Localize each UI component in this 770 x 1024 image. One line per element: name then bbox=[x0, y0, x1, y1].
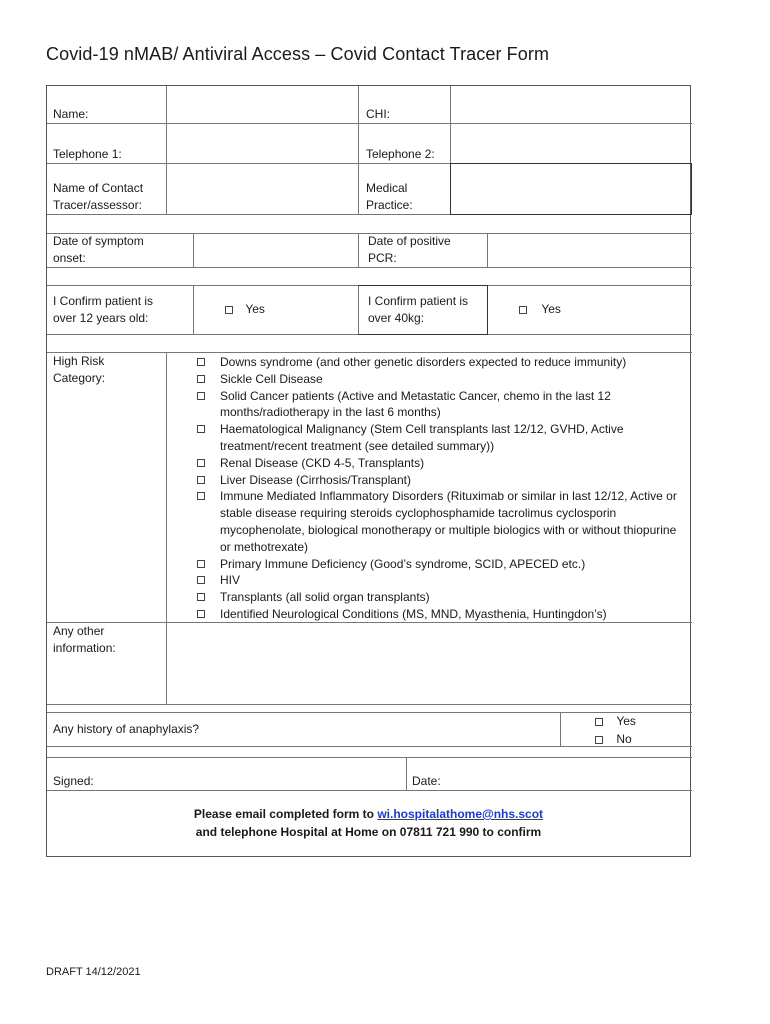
telephone2-input[interactable] bbox=[451, 124, 691, 163]
risk-item-label: Transplants (all solid organ transplants) bbox=[220, 590, 430, 605]
checkbox-icon[interactable] bbox=[197, 375, 205, 383]
page-title: Covid-19 nMAB/ Antiviral Access – Covid Contact Tracer Form bbox=[46, 44, 550, 64]
box-border bbox=[450, 163, 451, 214]
risk-item-label: Renal Disease (CKD 4-5, Transplants) bbox=[220, 455, 425, 470]
confirm-age-option-label: Yes bbox=[245, 302, 265, 316]
risk-item-label: Immune Mediated Inflammatory Disorders (Rituximab or similar in last 12/12, Active or stable disease requiring steroids cyclophosphamide tacrolimus cyclosporin mycophenolate, biological monotherapy or multiple biologics with or without thiopurine or methotrexate) bbox=[220, 489, 677, 554]
box-border bbox=[358, 285, 488, 286]
checkbox-icon[interactable] bbox=[595, 718, 603, 726]
other-info-label-line: information: bbox=[53, 641, 116, 655]
medical-practice-label-line: Medical bbox=[366, 181, 408, 195]
col-divider bbox=[193, 285, 194, 334]
checkbox-icon[interactable] bbox=[595, 736, 603, 744]
risk-item[interactable] bbox=[195, 371, 685, 388]
box-border bbox=[358, 334, 488, 335]
checkbox-icon[interactable] bbox=[197, 459, 205, 467]
medical-practice-input[interactable] bbox=[452, 165, 690, 213]
high-risk-label-line: Category: bbox=[53, 371, 106, 385]
risk-item-label: Downs syndrome (and other genetic disorders expected to reduce immunity) bbox=[220, 355, 627, 369]
risk-item-label: Identified Neurological Conditions (MS, MND, Myasthenia, Huntingdon’s) bbox=[220, 606, 607, 621]
col-divider bbox=[358, 285, 359, 334]
positive-pcr-input[interactable] bbox=[488, 234, 691, 267]
risk-item-label: Sickle Cell Disease bbox=[220, 371, 323, 386]
risk-item[interactable] bbox=[195, 589, 685, 606]
risk-item[interactable] bbox=[195, 472, 685, 489]
anaphylaxis-yes-label: Yes bbox=[616, 714, 636, 728]
risk-item[interactable] bbox=[195, 421, 685, 455]
telephone2-label: Telephone 2: bbox=[366, 147, 435, 161]
draft-date: DRAFT 14/12/2021 bbox=[46, 966, 141, 978]
checkbox-icon[interactable] bbox=[197, 358, 205, 366]
box-border bbox=[487, 285, 488, 334]
telephone1-input[interactable] bbox=[167, 124, 357, 163]
col-divider bbox=[358, 233, 359, 267]
positive-pcr-label bbox=[368, 233, 451, 267]
contact-tracer-label bbox=[53, 180, 143, 214]
risk-item[interactable] bbox=[195, 488, 685, 555]
risk-item-label: HIV bbox=[220, 573, 241, 588]
checkbox-icon[interactable] bbox=[197, 492, 205, 500]
medical-practice-label-line: Practice: bbox=[366, 198, 413, 212]
checkbox-icon[interactable] bbox=[197, 425, 205, 433]
confirm-weight-label-line: I Confirm patient is bbox=[368, 294, 469, 308]
confirm-age-label bbox=[53, 293, 153, 327]
box-border bbox=[450, 214, 692, 215]
risk-item-label: Primary Immune Deficiency (Good’s syndrome, SCID, APECED etc.) bbox=[220, 556, 586, 571]
confirm-weight-option[interactable] bbox=[519, 301, 561, 318]
confirm-age-option[interactable] bbox=[225, 301, 265, 318]
col-divider bbox=[358, 86, 359, 214]
confirm-age-label-line: over 12 years old: bbox=[53, 311, 149, 325]
high-risk-label bbox=[53, 353, 105, 387]
name-input[interactable] bbox=[167, 87, 357, 123]
positive-pcr-label-line: Date of positive bbox=[368, 234, 451, 248]
anaphylaxis-no-option[interactable] bbox=[595, 731, 632, 748]
symptom-onset-input[interactable] bbox=[194, 234, 357, 267]
contact-tracer-input[interactable] bbox=[167, 164, 357, 214]
box-border bbox=[450, 163, 692, 164]
checkbox-icon[interactable] bbox=[197, 576, 205, 584]
risk-item-label: Solid Cancer patients (Active and Metastatic Cancer, chemo in the last 12 months/radiotherapy in the last 6 months) bbox=[220, 388, 611, 420]
email-instruction bbox=[47, 805, 690, 823]
checkbox-icon[interactable] bbox=[519, 306, 527, 314]
anaphylaxis-no-label: No bbox=[616, 732, 632, 746]
risk-item[interactable] bbox=[195, 556, 685, 573]
risk-item[interactable] bbox=[195, 606, 685, 623]
col-divider bbox=[560, 712, 561, 746]
chi-label: CHI: bbox=[366, 107, 390, 121]
risk-item[interactable] bbox=[195, 455, 685, 472]
checkbox-icon[interactable] bbox=[197, 610, 205, 618]
medical-practice-label bbox=[366, 180, 413, 214]
checkbox-icon[interactable] bbox=[225, 306, 233, 314]
signature-input[interactable] bbox=[107, 758, 405, 790]
other-info-label-line: Any other bbox=[53, 624, 105, 638]
email-link[interactable]: wi.hospitalathome@nhs.scot bbox=[377, 807, 544, 821]
other-info-label bbox=[53, 623, 116, 657]
col-divider bbox=[406, 757, 407, 790]
risk-item[interactable] bbox=[195, 354, 685, 371]
name-label: Name: bbox=[53, 107, 89, 121]
contact-tracer-label-line: Tracer/assessor: bbox=[53, 198, 142, 212]
symptom-onset-label bbox=[53, 233, 144, 267]
signed-label: Signed: bbox=[53, 774, 94, 788]
checkbox-icon[interactable] bbox=[197, 392, 205, 400]
box-border bbox=[691, 163, 692, 214]
symptom-onset-label-line: Date of symptom bbox=[53, 234, 144, 248]
checkbox-icon[interactable] bbox=[197, 560, 205, 568]
checkbox-icon[interactable] bbox=[197, 476, 205, 484]
other-info-input[interactable] bbox=[167, 623, 691, 704]
row-divider bbox=[47, 704, 692, 705]
row-divider bbox=[47, 267, 692, 268]
contact-tracer-label-line: Name of Contact bbox=[53, 181, 144, 195]
date-label: Date: bbox=[412, 774, 441, 788]
chi-input[interactable] bbox=[451, 87, 691, 123]
telephone1-label: Telephone 1: bbox=[53, 147, 122, 161]
confirm-weight-label bbox=[368, 293, 468, 327]
row-divider bbox=[47, 790, 692, 791]
date-input[interactable] bbox=[447, 758, 691, 790]
checkbox-icon[interactable] bbox=[197, 593, 205, 601]
anaphylaxis-label: Any history of anaphylaxis? bbox=[53, 722, 200, 736]
symptom-onset-label-line: onset: bbox=[53, 251, 86, 265]
high-risk-list bbox=[195, 354, 685, 623]
confirm-weight-option-label: Yes bbox=[541, 302, 561, 316]
high-risk-label-line: High Risk bbox=[53, 354, 105, 368]
risk-item[interactable] bbox=[195, 388, 685, 422]
email-instruction-text: Please email completed form to bbox=[193, 807, 378, 821]
phone-instruction: and telephone Hospital at Home on 07811 721 990 to confirm bbox=[195, 825, 542, 839]
confirm-weight-label-line: over 40kg: bbox=[368, 311, 425, 325]
contact-tracer-form bbox=[46, 85, 691, 857]
risk-item[interactable] bbox=[195, 572, 685, 589]
risk-item-label: Liver Disease (Cirrhosis/Transplant) bbox=[220, 472, 411, 487]
anaphylaxis-yes-option[interactable] bbox=[595, 713, 636, 730]
confirm-age-label-line: I Confirm patient is bbox=[53, 294, 154, 308]
risk-item-label: Haematological Malignancy (Stem Cell transplants last 12/12, GVHD, Active treatment/recent treatment (see detailed summary)) bbox=[220, 422, 624, 453]
positive-pcr-label-line: PCR: bbox=[368, 251, 397, 265]
row-divider bbox=[47, 352, 692, 353]
